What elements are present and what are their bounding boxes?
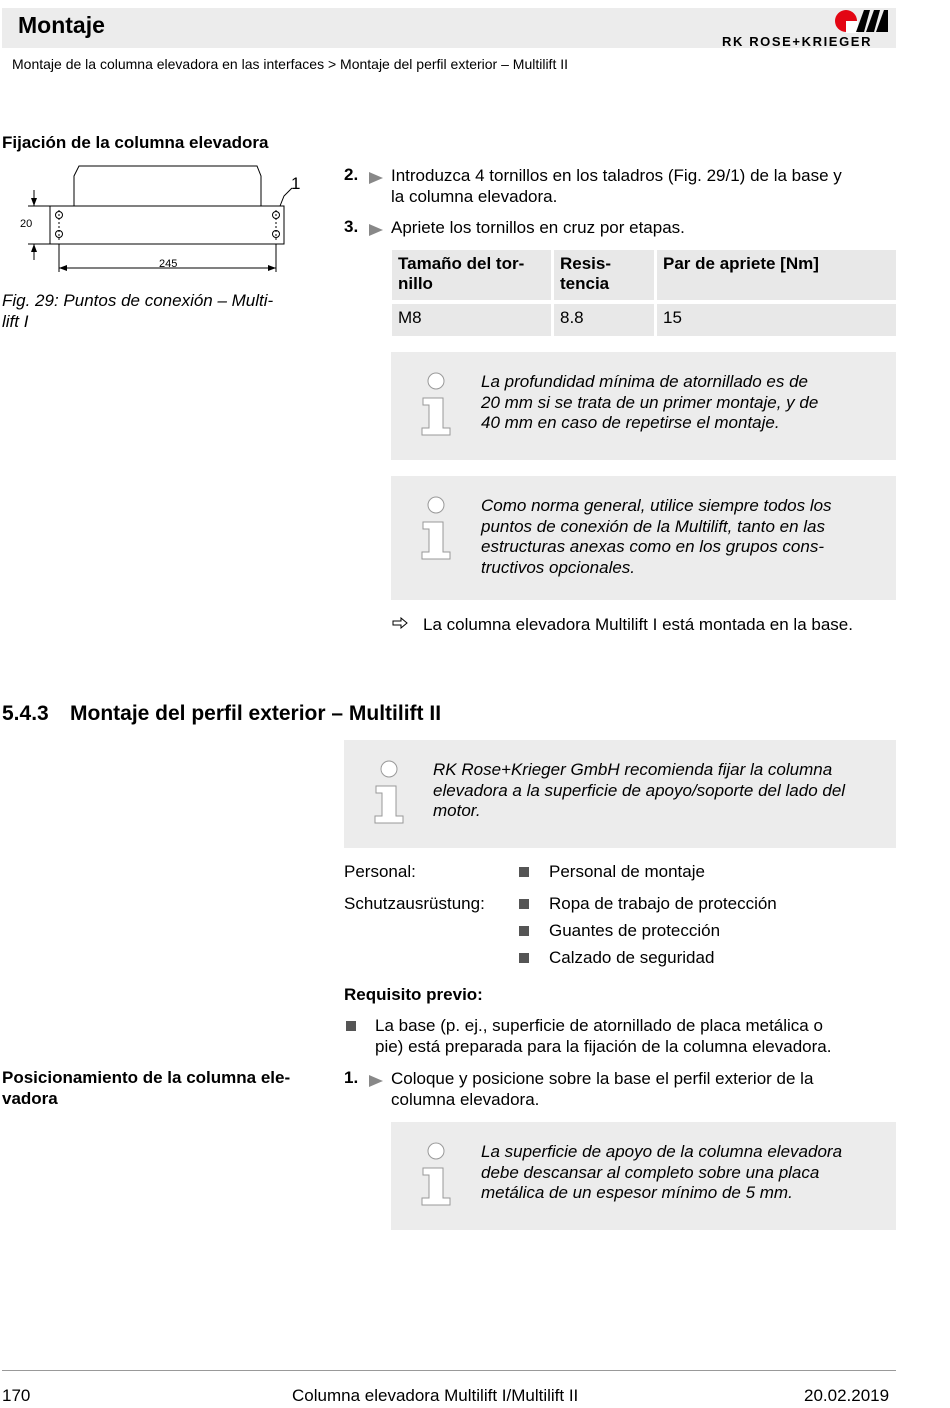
fixing-heading: Fijación de la columna elevadora bbox=[2, 133, 269, 152]
footer-date: 20.02.2019 bbox=[804, 1386, 890, 1405]
step-1-line1: Coloque y posicione sobre la base el perfil exterior de la bbox=[391, 1069, 814, 1088]
figure-callout-1: 1 bbox=[291, 174, 301, 193]
table-cell-strength: 8.8 bbox=[554, 304, 654, 336]
step-3-number: 3. bbox=[344, 217, 359, 236]
step-arrow-icon bbox=[369, 224, 383, 236]
ppe-label: Schutzausrüstung: bbox=[344, 894, 485, 913]
info-icon bbox=[417, 496, 455, 562]
prerequisite-heading: Requisito previo: bbox=[344, 985, 483, 1004]
logo-text: RK ROSE+KRIEGER bbox=[722, 34, 873, 49]
info-line: RK Rose+Krieger GmbH recomienda fijar la columna bbox=[433, 760, 833, 779]
info-icon bbox=[417, 1142, 455, 1208]
step-1-line2: columna elevadora. bbox=[391, 1090, 540, 1109]
step-3-line1: Apriete los tornillos en cruz por etapas. bbox=[391, 218, 685, 237]
info-line: Como norma general, utilice siempre todos los bbox=[481, 496, 832, 515]
info-line: La profundidad mínima de atornillado es de bbox=[481, 372, 808, 391]
info-icon bbox=[370, 760, 408, 826]
company-logo bbox=[722, 8, 888, 50]
info-line: La superficie de apoyo de la columna elevadora bbox=[481, 1142, 843, 1161]
table-header-strength: Resis- tencia bbox=[554, 250, 654, 300]
figure-dim-height: 20 bbox=[20, 218, 33, 230]
result-text: La columna elevadora Multilift I está montada en la base. bbox=[423, 615, 853, 634]
positioning-heading-line2: vadora bbox=[2, 1089, 58, 1108]
figure-caption-line2: lift I bbox=[2, 312, 29, 331]
info-line: motor. bbox=[433, 801, 481, 820]
info-box-min-depth bbox=[391, 352, 896, 460]
figure-dim-width: 245 bbox=[159, 258, 178, 270]
info-line: 40 mm en caso de repetirse el montaje. bbox=[481, 413, 780, 432]
info-line: metálica de un espesor mínimo de 5 mm. bbox=[481, 1183, 793, 1202]
info-line: estructuras anexas como en los grupos cons- bbox=[481, 537, 825, 556]
personnel-item: Personal de montaje bbox=[549, 862, 705, 881]
personnel-label: Personal: bbox=[344, 862, 416, 881]
step-1-number: 1. bbox=[344, 1068, 359, 1087]
step-2-line2: la columna elevadora. bbox=[391, 187, 558, 206]
step-arrow-icon bbox=[369, 1075, 383, 1087]
footer-page-number: 170 bbox=[2, 1386, 31, 1405]
table-cell-torque: 15 bbox=[657, 304, 896, 336]
info-line: tructivos opcionales. bbox=[481, 557, 636, 577]
footer-divider bbox=[2, 1370, 896, 1371]
info-box-connection-points bbox=[391, 476, 896, 600]
logo-mark-icon bbox=[722, 8, 888, 34]
step-2-line1: Introduzca 4 tornillos en los taladros (Fig. 29/1) de la base y bbox=[391, 166, 842, 185]
info-line: elevadora a la superficie de apoyo/soporte del lado del bbox=[433, 780, 846, 800]
bullet-square-icon bbox=[346, 1021, 356, 1031]
info-line: puntos de conexión de la Multilift, tanto en las bbox=[481, 516, 825, 536]
bullet-square-icon bbox=[519, 926, 529, 936]
prerequisite-line2: pie) está preparada para la fijación de la columna elevadora. bbox=[375, 1037, 832, 1056]
positioning-heading-line1: Posicionamiento de la columna ele- bbox=[2, 1068, 291, 1087]
step-2-number: 2. bbox=[344, 165, 359, 184]
ppe-item: Guantes de protección bbox=[549, 921, 721, 940]
ppe-item: Calzado de seguridad bbox=[549, 948, 715, 967]
table-header-size: Tamaño del tor- nillo bbox=[392, 250, 551, 300]
result-arrow-icon bbox=[392, 617, 408, 629]
step-arrow-icon bbox=[369, 172, 383, 184]
info-box-support-surface bbox=[391, 1122, 896, 1230]
page-title: Montaje bbox=[18, 12, 105, 38]
info-line: 20 mm si se trata de un primer montaje, y de bbox=[481, 392, 819, 412]
breadcrumb: Montaje de la columna elevadora en las interfaces > Montaje del perfil exterior – Multilift II bbox=[12, 56, 569, 72]
footer-product: Columna elevadora Multilift I/Multilift II bbox=[292, 1386, 579, 1405]
info-box-recommendation bbox=[344, 740, 896, 848]
bullet-square-icon bbox=[519, 899, 529, 909]
section-title: Montaje del perfil exterior – Multilift II bbox=[70, 702, 442, 725]
table-cell-size: M8 bbox=[392, 304, 551, 336]
section-number: 5.4.3 bbox=[2, 702, 49, 725]
bullet-square-icon bbox=[519, 867, 529, 877]
prerequisite-line1: La base (p. ej., superficie de atornillado de placa metálica o bbox=[375, 1016, 823, 1035]
table-header-torque: Par de apriete [Nm] bbox=[657, 250, 896, 300]
bullet-square-icon bbox=[519, 953, 529, 963]
ppe-item: Ropa de trabajo de protección bbox=[549, 894, 777, 913]
info-icon bbox=[417, 372, 455, 438]
info-line: debe descansar al completo sobre una placa bbox=[481, 1162, 820, 1182]
figure-caption-line1: Fig. 29: Puntos de conexión – Multi- bbox=[2, 291, 274, 310]
